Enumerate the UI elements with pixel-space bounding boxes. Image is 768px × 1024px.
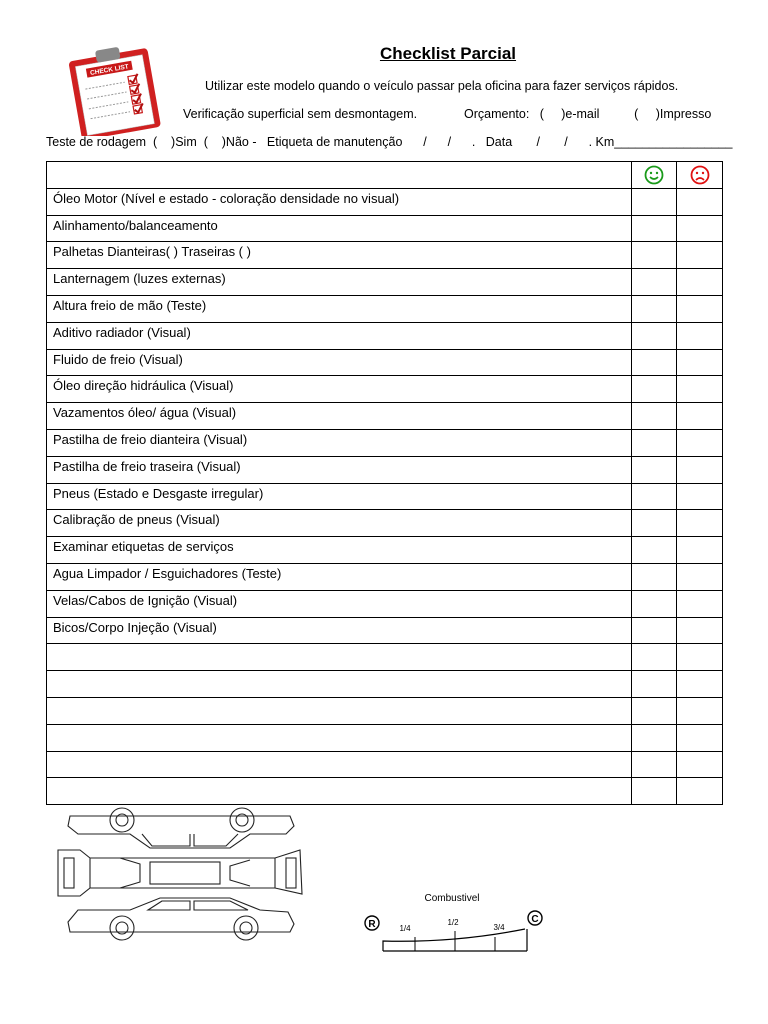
checklist-item-label: Aditivo radiador (Visual) bbox=[47, 322, 632, 349]
bad-checkbox-cell[interactable] bbox=[677, 778, 723, 805]
fuel-reserve-label: R bbox=[368, 919, 376, 930]
bad-checkbox-cell[interactable] bbox=[677, 376, 723, 403]
checklist-table bbox=[46, 161, 723, 805]
ok-checkbox-cell[interactable] bbox=[632, 697, 677, 724]
instructions-line: Utilizar este modelo quando o veículo passar pela oficina para fazer serviços rápidos. bbox=[205, 79, 679, 93]
checklist-item-label: Bicos/Corpo Injeção (Visual) bbox=[47, 617, 632, 644]
fuel-mark-three-quarter: 3/4 bbox=[493, 923, 505, 932]
ok-checkbox-cell[interactable] bbox=[632, 590, 677, 617]
ok-checkbox-cell[interactable] bbox=[632, 537, 677, 564]
table-row bbox=[47, 617, 723, 644]
checklist-item-label bbox=[47, 644, 632, 671]
table-row bbox=[47, 510, 723, 537]
bad-checkbox-cell[interactable] bbox=[677, 295, 723, 322]
fuel-full-label: C bbox=[531, 914, 539, 925]
table-row bbox=[47, 483, 723, 510]
table-row bbox=[47, 322, 723, 349]
fuel-mark-half: 1/2 bbox=[447, 918, 459, 927]
ok-checkbox-cell[interactable] bbox=[632, 724, 677, 751]
ok-checkbox-cell[interactable] bbox=[632, 617, 677, 644]
bad-checkbox-cell[interactable] bbox=[677, 403, 723, 430]
table-header-row bbox=[47, 162, 723, 189]
fuel-gauge-title: Combustivel bbox=[424, 893, 480, 904]
checklist-item-label: Óleo direção hidráulica (Visual) bbox=[47, 376, 632, 403]
clipboard-label: CHECK LIST bbox=[89, 63, 130, 77]
budget-options: Orçamento: ( )e-mail ( )Impresso bbox=[464, 107, 712, 121]
checklist-item-label bbox=[47, 724, 632, 751]
bad-checkbox-cell[interactable] bbox=[677, 483, 723, 510]
bad-checkbox-cell[interactable] bbox=[677, 563, 723, 590]
table-row bbox=[47, 644, 723, 671]
ok-checkbox-cell[interactable] bbox=[632, 295, 677, 322]
checklist-item-label: Altura freio de mão (Teste) bbox=[47, 295, 632, 322]
checklist-item-label: Óleo Motor (Nível e estado - coloração densidade no visual) bbox=[47, 188, 632, 215]
bad-checkbox-cell[interactable] bbox=[677, 751, 723, 778]
ok-checkbox-cell[interactable] bbox=[632, 188, 677, 215]
bad-column-header bbox=[677, 162, 723, 189]
bad-checkbox-cell[interactable] bbox=[677, 537, 723, 564]
ok-checkbox-cell[interactable] bbox=[632, 429, 677, 456]
table-row bbox=[47, 188, 723, 215]
table-row bbox=[47, 537, 723, 564]
ok-checkbox-cell[interactable] bbox=[632, 563, 677, 590]
frown-icon bbox=[690, 165, 710, 185]
ok-checkbox-cell[interactable] bbox=[632, 483, 677, 510]
bad-checkbox-cell[interactable] bbox=[677, 215, 723, 242]
bad-checkbox-cell[interactable] bbox=[677, 456, 723, 483]
table-row bbox=[47, 671, 723, 698]
bad-checkbox-cell[interactable] bbox=[677, 697, 723, 724]
ok-checkbox-cell[interactable] bbox=[632, 456, 677, 483]
checklist-item-label: Pastilha de freio traseira (Visual) bbox=[47, 456, 632, 483]
checklist-item-label: Velas/Cabos de Ignição (Visual) bbox=[47, 590, 632, 617]
table-row bbox=[47, 456, 723, 483]
car-damage-diagram bbox=[50, 804, 312, 944]
table-row bbox=[47, 403, 723, 430]
checklist-item-label bbox=[47, 697, 632, 724]
checklist-item-label: Palhetas Dianteiras( ) Traseiras ( ) bbox=[47, 242, 632, 269]
bad-checkbox-cell[interactable] bbox=[677, 349, 723, 376]
checklist-item-label: Examinar etiquetas de serviços bbox=[47, 537, 632, 564]
ok-checkbox-cell[interactable] bbox=[632, 751, 677, 778]
ok-checkbox-cell[interactable] bbox=[632, 403, 677, 430]
checklist-item-label: Calibração de pneus (Visual) bbox=[47, 510, 632, 537]
bad-checkbox-cell[interactable] bbox=[677, 644, 723, 671]
table-row bbox=[47, 215, 723, 242]
ok-checkbox-cell[interactable] bbox=[632, 671, 677, 698]
ok-column-header bbox=[632, 162, 677, 189]
table-row bbox=[47, 751, 723, 778]
ok-checkbox-cell[interactable] bbox=[632, 510, 677, 537]
checklist-item-label: Lanternagem (luzes externas) bbox=[47, 269, 632, 296]
table-row bbox=[47, 295, 723, 322]
table-row bbox=[47, 724, 723, 751]
bad-checkbox-cell[interactable] bbox=[677, 617, 723, 644]
checklist-item-label: Alinhamento/balanceamento bbox=[47, 215, 632, 242]
checklist-item-label bbox=[47, 671, 632, 698]
ok-checkbox-cell[interactable] bbox=[632, 215, 677, 242]
table-row bbox=[47, 269, 723, 296]
checklist-item-label bbox=[47, 751, 632, 778]
checklist-item-label: Vazamentos óleo/ água (Visual) bbox=[47, 403, 632, 430]
bad-checkbox-cell[interactable] bbox=[677, 671, 723, 698]
ok-checkbox-cell[interactable] bbox=[632, 269, 677, 296]
table-row bbox=[47, 242, 723, 269]
ok-checkbox-cell[interactable] bbox=[632, 349, 677, 376]
checklist-item-label bbox=[47, 778, 632, 805]
bad-checkbox-cell[interactable] bbox=[677, 322, 723, 349]
table-row bbox=[47, 697, 723, 724]
table-row bbox=[47, 376, 723, 403]
inspection-note: Verificação superficial sem desmontagem. bbox=[183, 107, 418, 121]
ok-checkbox-cell[interactable] bbox=[632, 242, 677, 269]
bad-checkbox-cell[interactable] bbox=[677, 510, 723, 537]
table-row bbox=[47, 429, 723, 456]
bad-checkbox-cell[interactable] bbox=[677, 724, 723, 751]
table-row bbox=[47, 590, 723, 617]
ok-checkbox-cell[interactable] bbox=[632, 322, 677, 349]
table-row bbox=[47, 778, 723, 805]
bad-checkbox-cell[interactable] bbox=[677, 429, 723, 456]
ok-checkbox-cell[interactable] bbox=[632, 778, 677, 805]
fuel-mark-quarter: 1/4 bbox=[399, 924, 411, 933]
checklist-item-label: Pneus (Estado e Desgaste irregular) bbox=[47, 483, 632, 510]
ok-checkbox-cell[interactable] bbox=[632, 376, 677, 403]
table-row bbox=[47, 349, 723, 376]
checklist-item-label: Agua Limpador / Esguichadores (Teste) bbox=[47, 563, 632, 590]
smiley-icon bbox=[644, 165, 664, 185]
bad-checkbox-cell[interactable] bbox=[677, 269, 723, 296]
bad-checkbox-cell[interactable] bbox=[677, 188, 723, 215]
bad-checkbox-cell[interactable] bbox=[677, 242, 723, 269]
fuel-gauge bbox=[355, 885, 555, 955]
bad-checkbox-cell[interactable] bbox=[677, 590, 723, 617]
ok-checkbox-cell[interactable] bbox=[632, 644, 677, 671]
table-row bbox=[47, 563, 723, 590]
checklist-item-label: Pastilha de freio dianteira (Visual) bbox=[47, 429, 632, 456]
checklist-item-label: Fluido de freio (Visual) bbox=[47, 349, 632, 376]
header-blank-cell bbox=[47, 162, 632, 189]
road-test-line: Teste de rodagem ( )Sim ( )Não - Etiqueta de manutenção / / . Data / / . Km_________________ bbox=[46, 135, 733, 149]
page-title: Checklist Parcial bbox=[379, 44, 517, 63]
